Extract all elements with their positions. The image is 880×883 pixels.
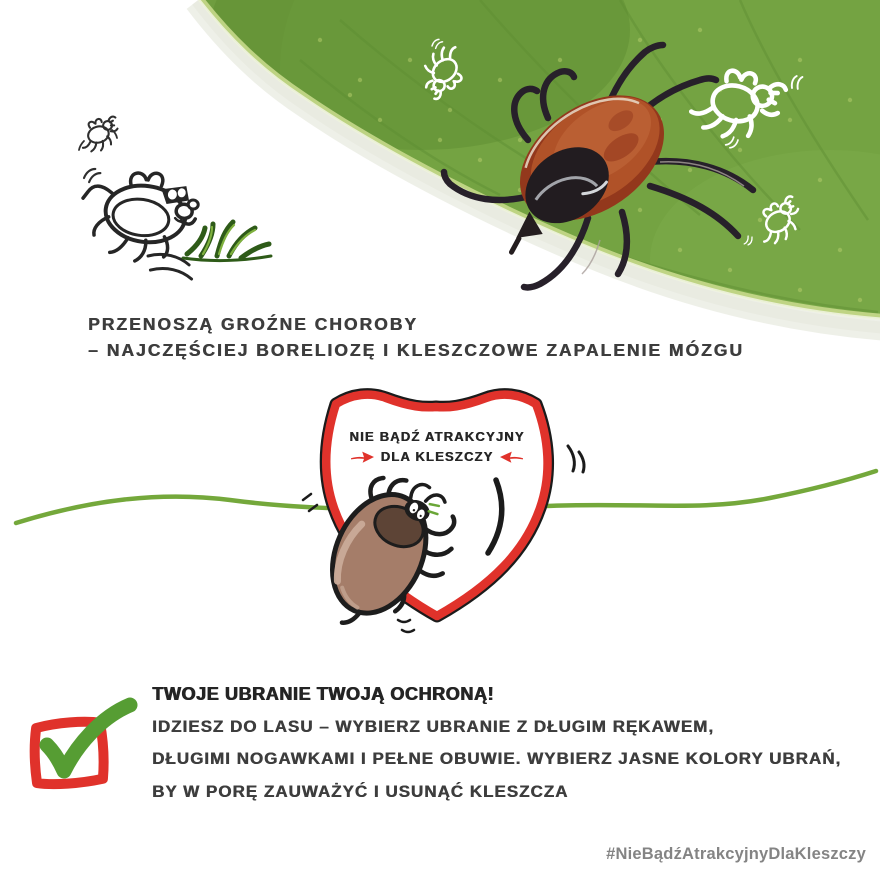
- diseases-text-line1: PRZENOSZĄ GROŹNE CHOROBY: [88, 314, 418, 334]
- checkmark-icon: [47, 705, 130, 771]
- diseases-text-line2: – NAJCZĘŚCIEJ BORELIOZĘ I KLESZCZOWE ZAPALENIE MÓZGU: [88, 340, 744, 360]
- arrow-left-icon: [498, 450, 524, 464]
- shield-slogan-line2: [327, 449, 547, 464]
- shield-slogan-line2-text: DLA KLESZCZY: [380, 449, 494, 464]
- advice-line3: BY W PORĘ ZAUWAŻYĆ I USUNĄĆ KLESZCZA: [152, 782, 569, 801]
- grass-tuft-icon: [183, 222, 271, 261]
- advice-heading: TWOJE UBRANIE TWOJĄ OCHRONĄ!: [152, 684, 494, 704]
- checkbox-checked: [34, 705, 130, 785]
- cartoon-bug-large: [75, 164, 201, 269]
- advice-line1: IDZIESZ DO LASU – WYBIERZ UBRANIE Z DŁUGIM RĘKAWEM,: [152, 717, 714, 736]
- arrow-right-icon: [350, 450, 376, 464]
- motion-lines: [82, 166, 101, 183]
- shield-slogan-line1: NIE BĄDŹ ATRAKCYJNY: [349, 429, 525, 444]
- campaign-hashtag: #NieBądźAtrakcyjnyDlaKleszczy: [606, 845, 866, 863]
- shield-slogan: [327, 429, 547, 464]
- cartoon-bugs-white-area: [75, 115, 271, 281]
- advice-line2: DŁUGIMI NOGAWKAMI I PEŁNE OBUWIE. WYBIERZ JASNE KOLORY UBRAŃ,: [152, 749, 842, 768]
